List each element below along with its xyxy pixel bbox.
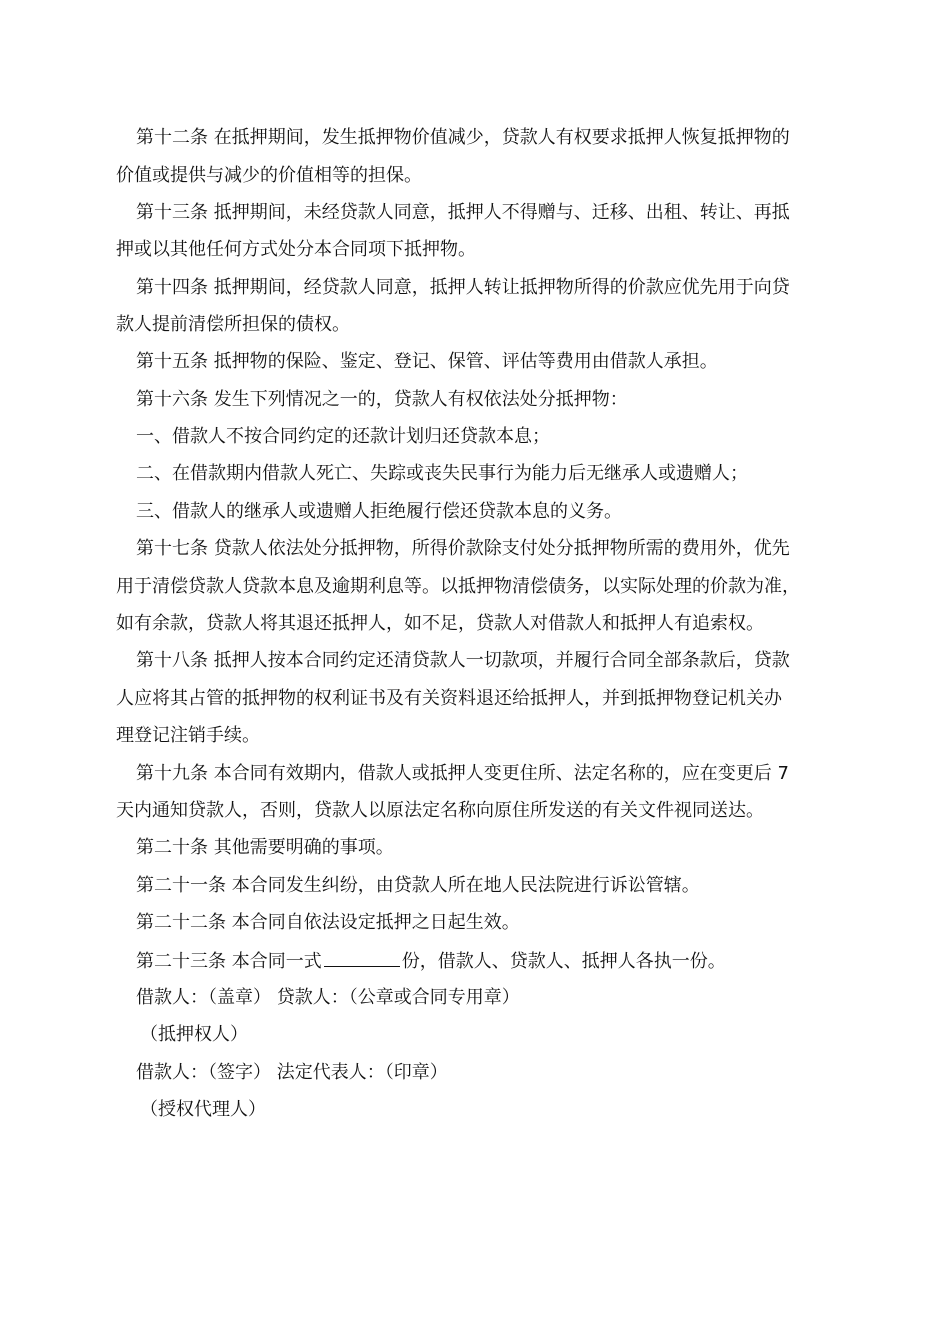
article-15: 第十五条 抵押物的保险、鉴定、登记、保管、评估等费用由借款人承担。 [136,351,718,372]
article-21: 第二十一条 本合同发生纠纷，由贷款人所在地人民法院进行诉讼管辖。 [136,875,700,896]
article-18-line-1: 第十八条 抵押人按本合同约定还清贷款人一切款项，并履行合同全部条款后，贷款 [136,650,790,671]
article-16: 第十六条 发生下列情况之一的，贷款人有权依法处分抵押物： [136,389,628,410]
article-19-line-1: 第十九条 本合同有效期内，借款人或抵押人变更住所、法定名称的，应在变更后 7 [136,763,789,784]
signature-agent-label: （授权代理人） [140,1099,266,1120]
signature-line-seal: 借款人：（盖章） 贷款人：（公章或合同专用章） [136,987,520,1008]
article-12-line-1: 第十二条 在抵押期间，发生抵押物价值减少，贷款人有权要求抵押人恢复抵押物的 [136,127,790,148]
article-14-line-2: 款人提前清偿所担保的债权。 [116,314,350,335]
article-13-line-2: 押或以其他任何方式处分本合同项下抵押物。 [116,239,476,260]
article-17-line-1: 第十七条 贷款人依法处分抵押物，所得价款除支付处分抵押物所需的费用外，优先 [136,538,790,559]
article-17-line-3: 如有余款，贷款人将其退还抵押人，如不足，贷款人对借款人和抵押人有追索权。 [116,613,764,634]
article-16-item-2: 二、在借款期内借款人死亡、失踪或丧失民事行为能力后无继承人或遗赠人； [136,463,748,484]
signature-line-sign: 借款人：（签字） 法定代表人：（印章） [136,1062,448,1083]
article-13-line-1: 第十三条 抵押期间，未经贷款人同意，抵押人不得赠与、迁移、出租、转让、再抵 [136,202,790,223]
article-18-line-2: 人应将其占管的抵押物的权利证书及有关资料退还给抵押人，并到抵押物登记机关办 [116,688,782,709]
article-20: 第二十条 其他需要明确的事项。 [136,837,394,858]
article-22: 第二十二条 本合同自依法设定抵押之日起生效。 [136,912,520,933]
article-18-line-3: 理登记注销手续。 [116,725,260,746]
article-23-suffix: 份，借款人、贷款人、抵押人各执一份。 [401,951,726,972]
article-12-line-2: 价值或提供与减少的价值相等的担保。 [116,165,422,186]
article-16-item-3: 三、借款人的继承人或遗赠人拒绝履行偿还贷款本息的义务。 [136,501,622,522]
article-19-line-2: 天内通知贷款人，否则，贷款人以原法定名称向原住所发送的有关文件视同送达。 [116,800,764,821]
article-23 [136,948,726,974]
copies-blank-field [324,948,400,967]
article-17-line-2: 用于清偿贷款人贷款本息及逾期利息等。以抵押物清偿债务，以实际处理的价款为准， [116,576,800,597]
article-23-prefix: 第二十三条 本合同一式 [136,951,322,972]
article-14-line-1: 第十四条 抵押期间，经贷款人同意，抵押人转让抵押物所得的价款应优先用于向贷 [136,277,790,298]
article-16-item-1: 一、借款人不按合同约定的还款计划归还贷款本息； [136,426,550,447]
signature-mortgagee-label: （抵押权人） [140,1024,248,1045]
